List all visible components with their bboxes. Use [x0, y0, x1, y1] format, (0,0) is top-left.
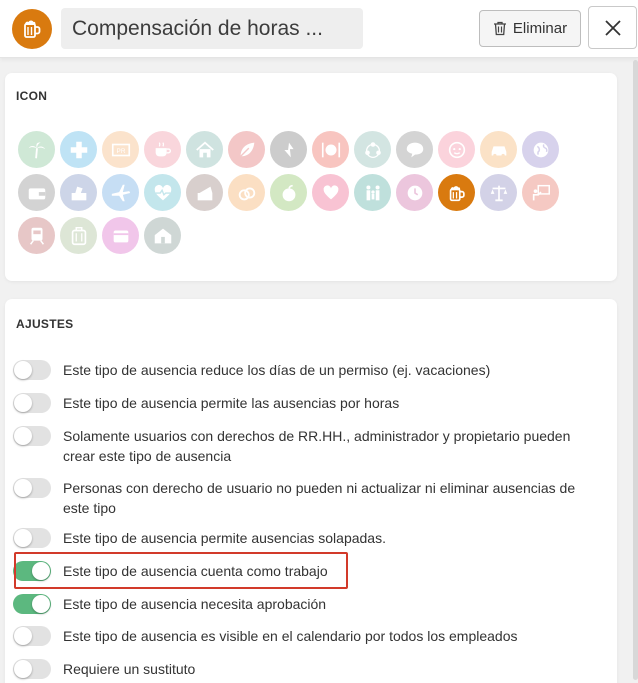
toggle-knob [14, 427, 32, 445]
setting-row [13, 626, 603, 646]
toggle-knob [32, 595, 50, 613]
setting-toggle[interactable] [13, 659, 51, 679]
svg-text:PR: PR [116, 147, 125, 155]
leaf-icon[interactable] [228, 131, 265, 168]
icon-grid [18, 131, 578, 260]
toggle-knob [14, 627, 32, 645]
title-field[interactable] [61, 8, 363, 49]
setting-row [13, 393, 603, 413]
palm-tree-icon[interactable] [18, 131, 55, 168]
setting-label: Solamente usuarios con derechos de RR.HH., administrador y propietario pueden crear este tipo de ausencia [63, 428, 571, 464]
delete-button-label: Eliminar [512, 20, 568, 37]
beer-mug-icon[interactable] [438, 174, 475, 211]
setting-row [13, 360, 603, 380]
toggle-knob [14, 361, 32, 379]
setting-toggle[interactable] [13, 594, 51, 614]
globe-icon[interactable] [522, 131, 559, 168]
setting-row [13, 426, 603, 466]
baby-face-icon[interactable] [438, 131, 475, 168]
train-icon[interactable] [18, 217, 55, 254]
close-button[interactable] [588, 6, 637, 49]
setting-row [13, 594, 603, 614]
icon-card [5, 73, 617, 281]
cake-icon[interactable] [186, 174, 223, 211]
setting-toggle[interactable] [13, 360, 51, 380]
team-circle-icon[interactable] [354, 131, 391, 168]
delete-button[interactable] [479, 10, 581, 47]
car-icon[interactable] [480, 131, 517, 168]
clock-icon[interactable] [396, 174, 433, 211]
setting-label: Este tipo de ausencia permite ausencias solapadas. [63, 530, 386, 546]
settings-section-label: AJUSTES [16, 317, 74, 331]
presentation-icon[interactable] [522, 174, 559, 211]
airplane-icon[interactable] [102, 174, 139, 211]
setting-toggle[interactable] [13, 393, 51, 413]
setting-label: Este tipo de ausencia es visible en el calendario por todos los empleados [63, 628, 518, 644]
setting-label: Este tipo de ausencia cuenta como trabajo [63, 563, 328, 579]
heartbeat-icon[interactable] [144, 174, 181, 211]
coffee-cup-icon[interactable] [144, 131, 181, 168]
toggle-knob [14, 394, 32, 412]
header-bar [0, 0, 638, 58]
setting-label: Personas con derecho de usuario no pueden ni actualizar ni eliminar ausencias de este tipo [63, 480, 576, 516]
plate-cutlery-icon[interactable] [312, 131, 349, 168]
heart-hands-icon[interactable] [312, 174, 349, 211]
setting-label: Requiere un sustituto [63, 661, 196, 677]
speech-bubble-icon[interactable] [396, 131, 433, 168]
setting-row [13, 528, 603, 548]
house-door-icon[interactable] [144, 217, 181, 254]
icon-row [18, 217, 578, 254]
setting-toggle[interactable] [13, 426, 51, 446]
setting-toggle[interactable] [13, 626, 51, 646]
toggle-knob [14, 660, 32, 678]
sign-board-icon[interactable] [102, 131, 139, 168]
page-title[interactable]: Compensación de horas ... [72, 16, 323, 40]
rings-icon[interactable] [228, 174, 265, 211]
beer-mug-icon[interactable] [12, 9, 52, 49]
apple-icon[interactable] [270, 174, 307, 211]
medical-cross-icon[interactable] [60, 131, 97, 168]
home-icon[interactable] [186, 131, 223, 168]
setting-label: Este tipo de ausencia permite las ausencias por horas [63, 395, 400, 411]
luggage-icon[interactable] [60, 217, 97, 254]
setting-toggle[interactable] [13, 478, 51, 498]
setting-row [13, 478, 603, 518]
setting-toggle[interactable] [13, 528, 51, 548]
highlight-box [14, 552, 348, 589]
scales-icon[interactable] [480, 174, 517, 211]
scrollbar[interactable] [633, 60, 638, 680]
icon-row [18, 174, 578, 211]
wallet-icon[interactable] [18, 174, 55, 211]
close-icon [604, 19, 622, 37]
setting-row [13, 659, 603, 679]
setting-label: Este tipo de ausencia reduce los días de un permiso (ej. vacaciones) [63, 362, 491, 378]
family-icon[interactable] [354, 174, 391, 211]
trash-icon [493, 21, 507, 36]
icon-row [18, 131, 578, 168]
setting-label: Este tipo de ausencia necesita aprobación [63, 596, 327, 612]
toggle-knob [14, 479, 32, 497]
calendar-card-icon[interactable] [102, 217, 139, 254]
ballot-box-icon[interactable] [60, 174, 97, 211]
toggle-knob [14, 529, 32, 547]
recycle-icon[interactable] [270, 131, 307, 168]
icon-section-label: ICON [16, 89, 48, 103]
